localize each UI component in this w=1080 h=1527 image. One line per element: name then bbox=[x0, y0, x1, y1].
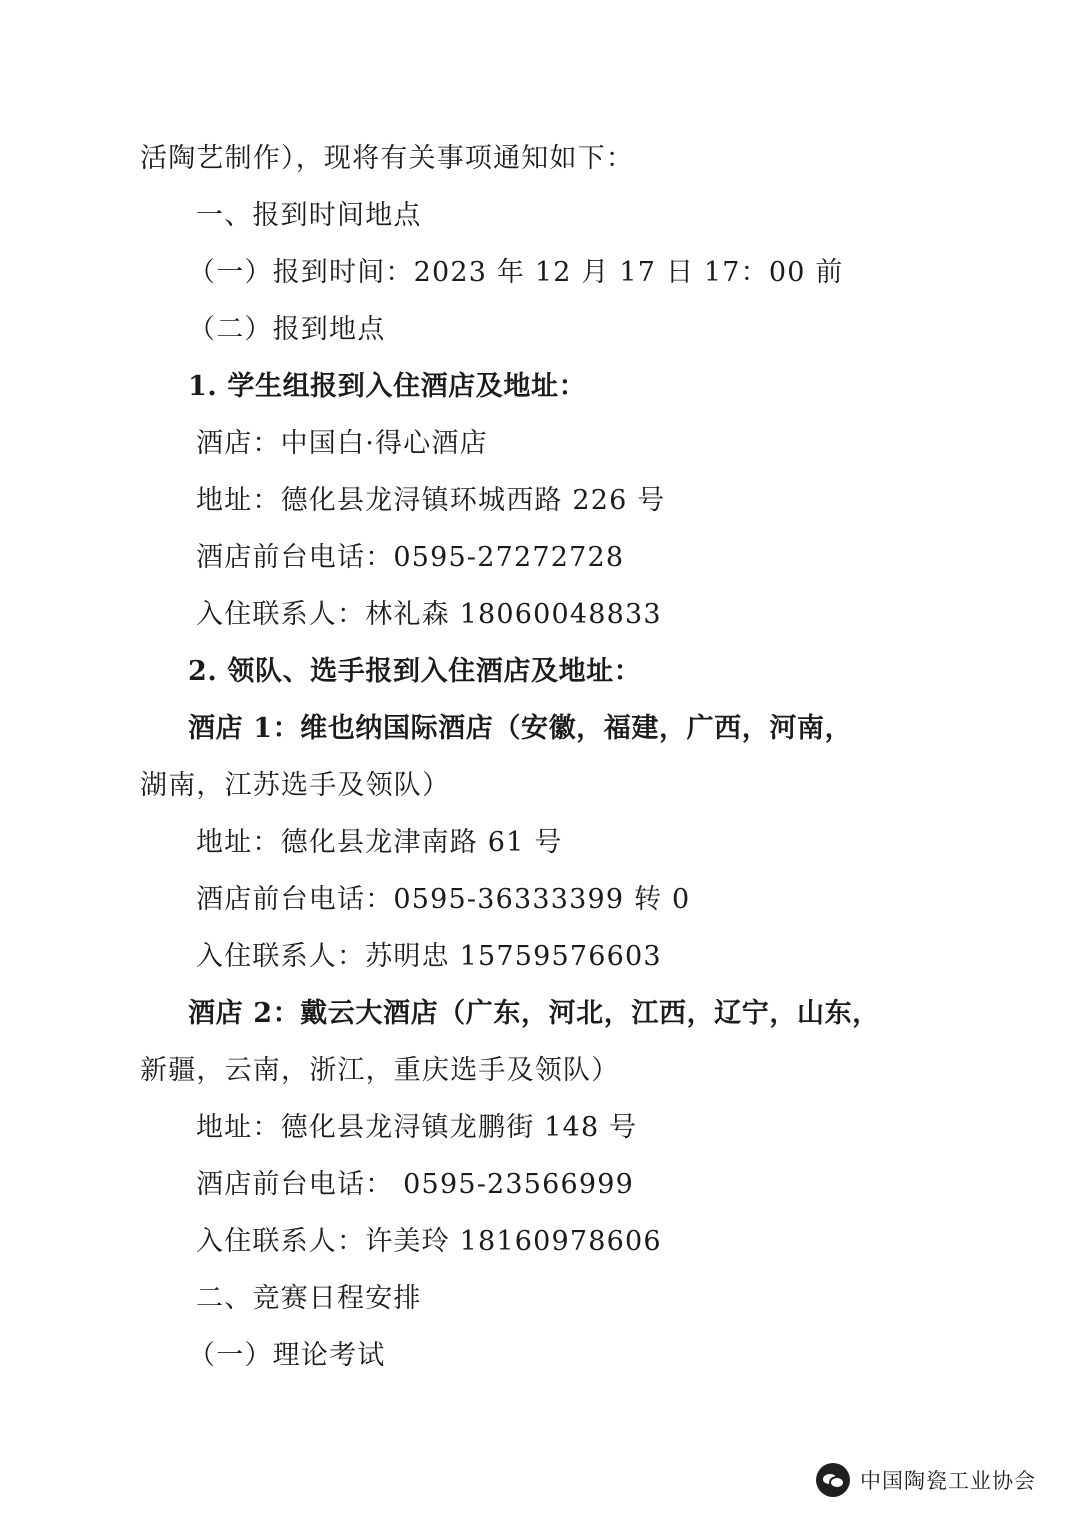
document-line: 二、竞赛日程安排 bbox=[196, 1283, 422, 1314]
document-line: 入住联系人：许美玲 18160978606 bbox=[196, 1226, 662, 1257]
document-line: 酒店前台电话： 0595-23566999 bbox=[196, 1169, 635, 1200]
document-line: 1. 学生组报到入住酒店及地址： bbox=[188, 371, 587, 402]
document-line: 酒店 2：戴云大酒店（广东，河北，江西，辽宁，山东， bbox=[188, 998, 880, 1029]
document-body bbox=[140, 130, 960, 1384]
document-line: 入住联系人：苏明忠 15759576603 bbox=[196, 941, 662, 972]
document-line: （二）报到地点 bbox=[188, 314, 386, 345]
document-line: 新疆，云南，浙江，重庆选手及领队） bbox=[140, 1055, 620, 1086]
document-line: 地址：德化县龙津南路 61 号 bbox=[196, 827, 563, 858]
document-line: 酒店前台电话：0595-27272728 bbox=[196, 542, 625, 573]
document-line: 酒店：中国白·得心酒店 bbox=[196, 428, 488, 459]
document-line: 2. 领队、选手报到入住酒店及地址： bbox=[188, 656, 642, 687]
document-line: 入住联系人：林礼森 18060048833 bbox=[196, 599, 662, 630]
document-line: 活陶艺制作），现将有关事项通知如下： bbox=[140, 143, 635, 174]
document-line: 湖南，江苏选手及领队） bbox=[140, 770, 451, 801]
document-line: 地址：德化县龙浔镇环城西路 226 号 bbox=[196, 485, 666, 516]
document-line: （一）报到时间：2023 年 12 月 17 日 17：00 前 bbox=[188, 257, 844, 288]
document-line: 酒店 1：维也纳国际酒店（安徽，福建，广西，河南， bbox=[188, 713, 853, 744]
footer-watermark bbox=[816, 1463, 1036, 1497]
document-line: 酒店前台电话：0595-36333399 转 0 bbox=[196, 884, 691, 915]
document-line: （一）理论考试 bbox=[188, 1340, 386, 1371]
document-line: 地址：德化县龙浔镇龙鹏街 148 号 bbox=[196, 1112, 638, 1143]
wechat-icon bbox=[816, 1463, 850, 1497]
document-line: 一、报到时间地点 bbox=[196, 200, 422, 231]
footer-label: 中国陶瓷工业协会 bbox=[860, 1469, 1036, 1493]
